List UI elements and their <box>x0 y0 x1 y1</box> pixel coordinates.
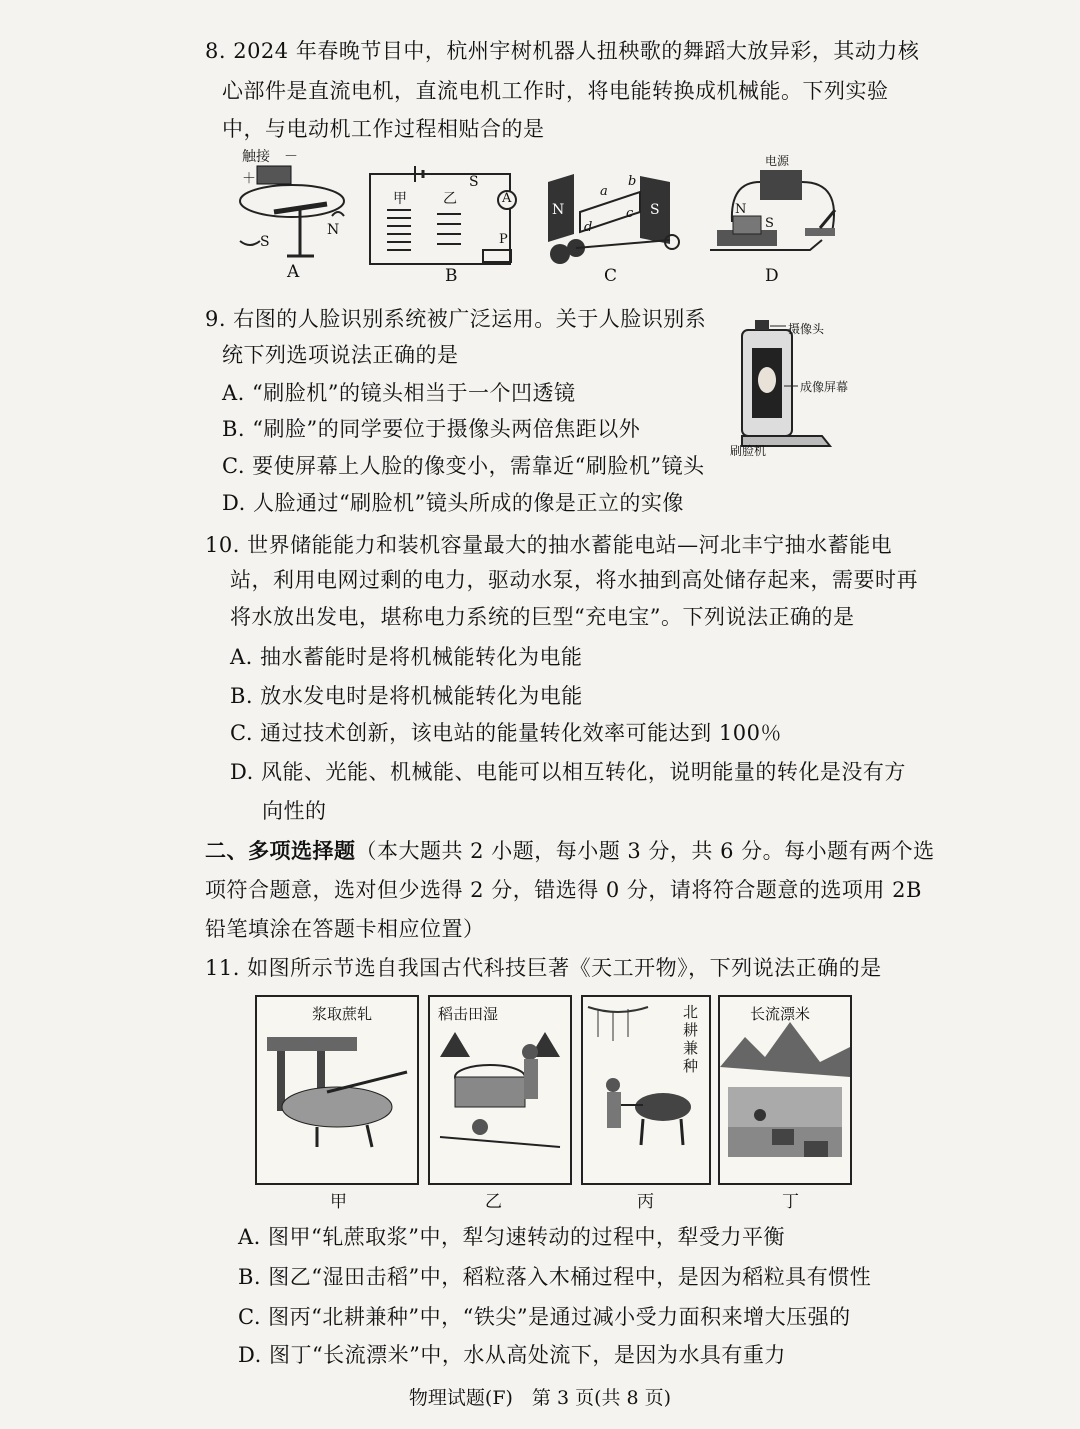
fig-d-s: S <box>765 216 774 231</box>
fig-b-jia: 甲 <box>393 191 407 207</box>
fig-c-a: a <box>600 184 608 199</box>
picture-bing-label: 丙 <box>637 1192 654 1212</box>
fig-d-n: N <box>735 202 747 217</box>
q8-figure-b <box>365 162 525 288</box>
picture-ding-title: 长流漂米 <box>750 1005 811 1023</box>
picture-bing-title: 北耕兼种 <box>683 1003 699 1075</box>
q11-picture-yi <box>428 995 572 1185</box>
q11-picture-jia <box>255 995 419 1185</box>
picture-jia-title: 浆取蔗轧 <box>312 1005 373 1023</box>
face-fig-camera: 摄像头 <box>788 322 825 336</box>
fig-a-plus: ＋ <box>242 171 256 187</box>
fig-b-s: S <box>469 174 479 190</box>
q10-option-c: C. 通过技术创新，该电站的能量转化效率可能达到 100％ <box>230 721 782 745</box>
picture-ding-label: 丁 <box>782 1192 799 1212</box>
fig-d-power: 电源 <box>765 154 790 168</box>
q10-line2: 站，利用电网过剩的电力，驱动水泵，将水抽到高处储存起来，需要时再 <box>230 568 918 592</box>
q11-picture-ding <box>718 995 852 1185</box>
q11-option-d: D. 图丁“长流漂米”中，水从高处流下，是因为水具有重力 <box>238 1343 786 1367</box>
q10-line1: 10. 世界储能能力和装机容量最大的抽水蓄能电站—河北丰宁抽水蓄能电 <box>205 533 893 557</box>
q9-option-d: D. 人脸通过“刷脸机”镜头所成的像是正立的实像 <box>222 491 684 515</box>
section2-heading: 二、多项选择题 <box>205 838 356 863</box>
fig-c-label: C <box>604 266 618 286</box>
q9-line1: 9. 右图的人脸识别系统被广泛运用。关于人脸识别系 <box>205 307 707 331</box>
q8-figure-c <box>540 162 700 288</box>
fig-b-yi: 乙 <box>443 191 457 207</box>
q10-option-a: A. 抽水蓄能时是将机械能转化为电能 <box>230 645 583 669</box>
section2-intro-line3: 铅笔填涂在答题卡相应位置） <box>205 917 485 941</box>
fig-b-p: P <box>499 232 508 247</box>
fig-a-s: S <box>260 234 270 250</box>
section2-intro-line2: 项符合题意，选对但少选得 2 分，错选得 0 分，请将符合题意的选项用 2B <box>205 878 922 902</box>
fig-c-s: S <box>650 202 660 218</box>
section2-intro-line1 <box>205 838 935 864</box>
fig-a-minus: － <box>284 149 298 165</box>
section2-intro-text: （本大题共 2 小题，每小题 3 分，共 6 分。每小题有两个选 <box>355 839 935 863</box>
q9-option-c: C. 要使屏幕上人脸的像变小，需靠近“刷脸机”镜头 <box>222 454 705 478</box>
q11-option-a: A. 图甲“轧蔗取浆”中，犁匀速转动的过程中，犁受力平衡 <box>238 1225 785 1249</box>
picture-yi-title: 稻击田湿 <box>438 1005 499 1023</box>
q8-figure-d <box>705 150 855 288</box>
q8-line1: 8. 2024 年春晚节目中，杭州宇树机器人扭秧歌的舞蹈大放异彩，其动力核 <box>205 39 920 63</box>
q9-option-a: A. “刷脸机”的镜头相当于一个凹透镜 <box>222 381 576 405</box>
q10-line3: 将水放出发电，堪称电力系统的巨型“充电宝”。下列说法正确的是 <box>230 605 855 629</box>
face-fig-screen: 成像屏幕 <box>800 380 849 394</box>
fig-a-label: A <box>287 262 300 282</box>
q8-figure-a <box>232 146 352 286</box>
q8-line2: 心部件是直流电机，直流电机工作时，将电能转换成机械能。下列实验 <box>222 79 889 103</box>
page-footer: 物理试题(F) 第 3 页(共 8 页) <box>408 1387 672 1409</box>
picture-jia-label: 甲 <box>330 1192 347 1212</box>
q9-face-machine-figure <box>722 318 882 458</box>
fig-a-touch: 触接 <box>242 149 270 165</box>
q11-picture-bing <box>581 995 711 1185</box>
q10-option-d-line1: D. 风能、光能、机械能、电能可以相互转化，说明能量的转化是没有方 <box>230 760 906 784</box>
fig-c-d: d <box>584 220 593 235</box>
q9-option-b: B. “刷脸”的同学要位于摄像头两倍焦距以外 <box>222 417 641 441</box>
fig-b-a: A <box>502 191 512 206</box>
picture-yi-label: 乙 <box>485 1192 502 1212</box>
fig-d-label: D <box>765 266 779 286</box>
fig-c-n: N <box>552 202 565 218</box>
fig-a-n: N <box>327 222 340 238</box>
q11-option-c: C. 图丙“北耕兼种”中，“铁尖”是通过减小受力面积来增大压强的 <box>238 1305 851 1329</box>
q9-line2: 统下列选项说法正确的是 <box>222 343 459 367</box>
q11-line1: 11. 如图所示节选自我国古代科技巨著《天工开物》，下列说法正确的是 <box>205 956 882 980</box>
q11-option-b: B. 图乙“湿田击稻”中，稻粒落入木桶过程中，是因为稻粒具有惯性 <box>238 1265 872 1289</box>
q10-option-b: B. 放水发电时是将机械能转化为电能 <box>230 684 583 708</box>
fig-b-label: B <box>445 266 458 286</box>
q10-option-d-line2: 向性的 <box>262 799 327 823</box>
q8-line3: 中，与电动机工作过程相贴合的是 <box>222 117 545 141</box>
fig-c-b: b <box>628 174 637 189</box>
face-fig-machine: 刷脸机 <box>730 444 767 458</box>
fig-c-c: c <box>626 206 634 221</box>
